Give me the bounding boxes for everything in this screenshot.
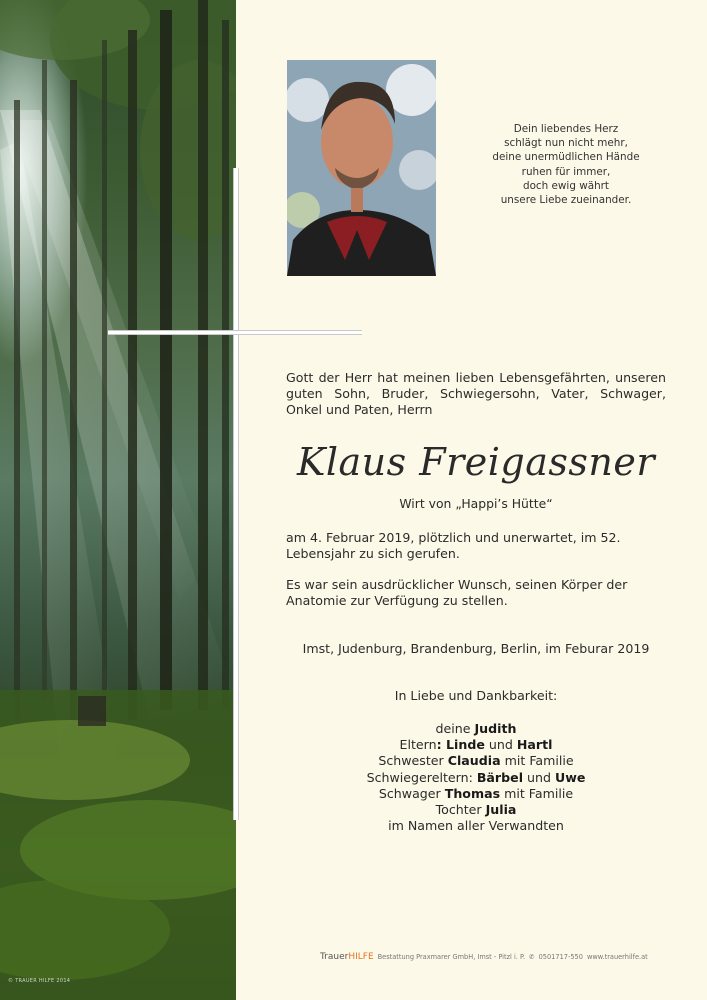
poem-line: deine unermüdlichen Hände <box>492 151 640 164</box>
mourner-line <box>286 737 666 753</box>
intro-text: Gott der Herr hat meinen lieben Lebensgefährten, unseren guten Sohn, Bruder, Schwiegersohn, Vater, Schwager, Onkel und Paten, Herrn <box>286 370 666 418</box>
thanks-heading: In Liebe und Dankbarkeit: <box>394 688 558 703</box>
poem-line: schlägt nun nicht mehr, <box>504 137 628 150</box>
poem-line: Dein liebendes Herz <box>513 123 619 135</box>
mourner-suffix: mit Familie <box>500 785 574 801</box>
mourner-relation: Schwager <box>378 785 445 801</box>
forest-photo <box>0 0 236 1000</box>
portrait-photo <box>287 60 436 276</box>
mourner-relation: Schwester <box>378 753 448 769</box>
trauerhilfe-logo <box>320 952 374 962</box>
mourner-line <box>286 818 666 834</box>
mourner-conjunction: und <box>523 769 555 785</box>
footer <box>316 950 646 964</box>
death-text: am 4. Februar 2019, plötzlich und unerwartet, im 52. Lebensjahr zu sich gerufen. <box>286 530 621 562</box>
logo-text-a: Trauer <box>320 952 349 962</box>
mourner-relation: im Namen aller Verwandten <box>388 818 564 834</box>
mourner-line <box>286 721 666 737</box>
mourner-name: Uwe <box>554 769 586 785</box>
poem-line: ruhen für immer, <box>521 165 611 178</box>
mourner-name: Bärbel <box>476 769 524 785</box>
mourner-suffix: mit Familie <box>500 753 574 769</box>
cross-horizontal-bar <box>108 330 362 335</box>
mourner-relation: Eltern <box>399 737 437 753</box>
footer-web[interactable]: www.trauerhilfe.at <box>586 953 648 961</box>
mourner-name: Hartl <box>516 737 553 753</box>
phone-icon: ✆ <box>529 953 535 961</box>
photo-copyright: © TRAUER HILFE 2014 <box>8 978 71 984</box>
mourner-relation: deine <box>435 721 475 736</box>
poem-line: doch ewig währt <box>522 179 610 192</box>
cross-vertical-bar <box>233 168 239 820</box>
wish-text: Es war sein ausdrücklicher Wunsch, seinen Körper der Anatomie zur Verfügung zu stellen. <box>286 577 628 609</box>
mourner-name: : Linde <box>436 737 485 753</box>
mourner-relation: Tochter <box>435 802 486 818</box>
logo-text-b: HILFE <box>348 952 374 962</box>
mourner-conjunction: und <box>484 737 517 753</box>
footer-company: Bestattung Praxmarer GmbH, Imst - Pitzl i. P. <box>377 953 526 961</box>
mourner-name: Claudia <box>447 753 501 769</box>
mourner-name: Thomas <box>444 785 501 801</box>
mourners-list <box>286 721 666 834</box>
mourner-line <box>286 802 666 818</box>
mourner-name: Judith <box>474 721 517 736</box>
mourner-name: Julia <box>485 802 517 818</box>
place-date: Imst, Judenburg, Brandenburg, Berlin, im Feburar 2019 <box>302 641 650 656</box>
deceased-name: Klaus Freigassner <box>296 440 656 484</box>
footer-phone: 0501717-550 <box>538 953 583 961</box>
poem-line: unsere Liebe zueinander. <box>500 194 632 207</box>
mourner-line <box>286 770 666 786</box>
mourner-line <box>286 753 666 769</box>
deceased-subtitle: Wirt von „Happi’s Hütte“ <box>399 496 553 511</box>
mourner-relation: Schwiegereltern: <box>366 769 477 785</box>
mourner-line <box>286 786 666 802</box>
poem <box>466 122 666 207</box>
